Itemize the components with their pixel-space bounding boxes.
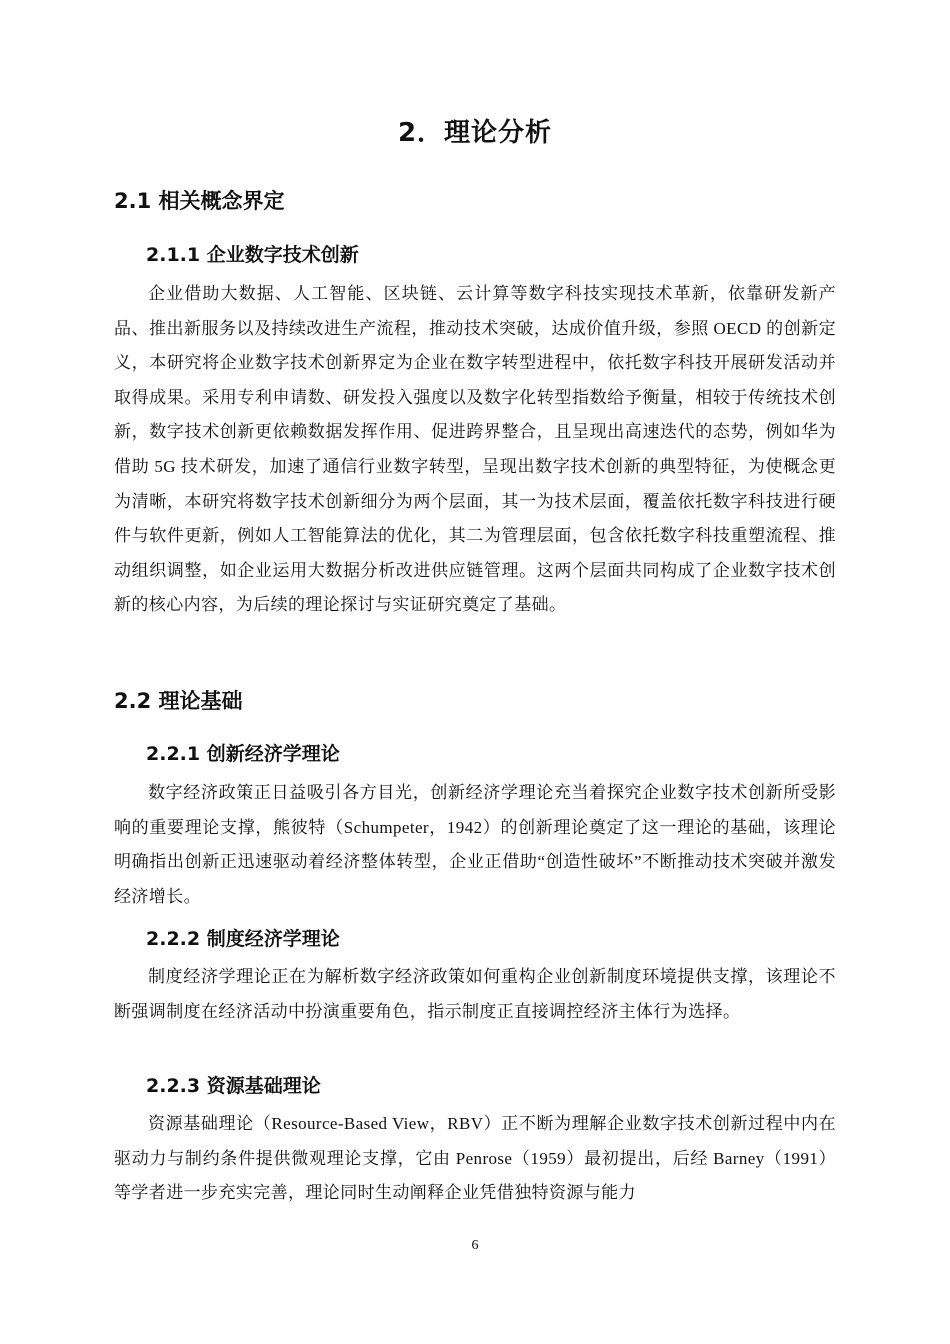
paragraph-2-2-3: 资源基础理论（Resource-Based View，RBV）正不断为理解企业数字技术创新过程中内在驱动力与制约条件提供微观理论支撑，它由 Penrose（1959）最初提出，后经 Barney（1991）等学者进一步充实完善，理论同时生动阐释企业凭借独特资源与能力 <box>114 1114 836 1203</box>
subsection-heading-2-2-1: 2.2.1 创新经济学理论 <box>146 743 340 765</box>
paragraph-2-1-1: 企业借助大数据、人工智能、区块链、云计算等数字科技实现技术革新，依靠研发新产品、推出新服务以及持续改进生产流程，推动技术突破，达成价值升级，参照 OECD 的创新定义，本研究将企业数字技术创新界定为企业在数字转型进程中，依托数字科技开展研发活动并取得成果。采用专利申请数、研发投入强度以及数字化转型指数给予衡量，相较于传统技术创新，数字技术创新更依赖数据发挥作用、促进跨界整合，且呈现出高速迭代的态势，例如华为借助 5G 技术研发，加速了通信行业数字转型，呈现出数字技术创新的典型特征，为使概念更为清晰，本研究将数字技术创新细分为两个层面，其一为技术层面，覆盖依托数字科技进行硬件与软件更新，例如人工智能算法的优化，其二为管理层面，包含依托数字科技重塑流程、推动组织调整，如企业运用大数据分析改进供应链管理。这两个层面共同构成了企业数字技术创新的核心内容，为后续的理论探讨与实证研究奠定了基础。 <box>114 284 836 615</box>
subsection-heading-2-1-1: 2.1.1 企业数字技术创新 <box>146 244 359 266</box>
section-heading-2-1: 2.1 相关概念界定 <box>114 189 285 213</box>
subsection-heading-2-2-2: 2.2.2 制度经济学理论 <box>146 928 340 950</box>
subsection-heading-2-2-3: 2.2.3 资源基础理论 <box>146 1075 321 1097</box>
paragraph-2-2-1: 数字经济政策正日益吸引各方目光，创新经济学理论充当着探究企业数字技术创新所受影响的重要理论支撑，熊彼特（Schumpeter，1942）的创新理论奠定了这一理论的基础，该理论明确指出创新正迅速驱动着经济整体转型，企业正借助“创造性破坏”不断推动技术突破并激发经济增长。 <box>114 783 836 906</box>
section-heading-2-2: 2.2 理论基础 <box>114 689 243 713</box>
chapter-title: 2．理论分析 <box>397 118 553 148</box>
page-number: 6 <box>471 1238 479 1253</box>
paragraph-2-2-2: 制度经济学理论正在为解析数字经济政策如何重构企业创新制度环境提供支撑，该理论不断强调制度在经济活动中扮演重要角色，指示制度正直接调控经济主体行为选择。 <box>114 967 836 1021</box>
